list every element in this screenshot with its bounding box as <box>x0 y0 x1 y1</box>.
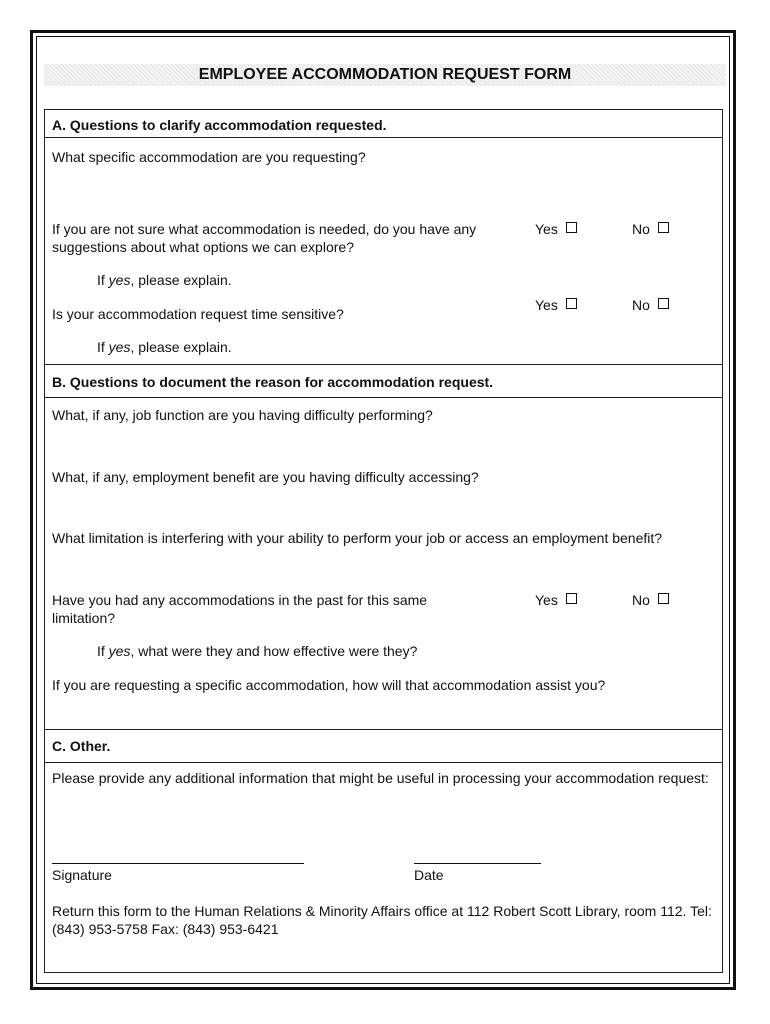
checkbox[interactable] <box>566 593 577 604</box>
question-suggestions: If you are not sure what accommodation is needed, do you have any suggestions about what options we can explore? <box>52 221 477 255</box>
no-option-time-sensitive[interactable] <box>632 296 669 314</box>
checkbox[interactable] <box>658 222 669 233</box>
no-label: No <box>632 297 650 313</box>
followup-prefix: If <box>97 272 109 288</box>
checkbox[interactable] <box>566 298 577 309</box>
followup-suggestions <box>97 271 232 289</box>
section-b-heading: B. Questions to document the reason for accommodation request. <box>52 374 494 390</box>
date-line[interactable] <box>414 863 541 864</box>
yes-label: Yes <box>535 221 558 237</box>
followup-time-sensitive <box>97 338 232 356</box>
question-specific-accommodation: What specific accommodation are you requesting? <box>52 149 366 165</box>
yes-option-time-sensitive[interactable] <box>535 296 577 314</box>
no-label: No <box>632 221 650 237</box>
question-limitation: What limitation is interfering with your ability to perform your job or access an employment benefit? <box>52 530 663 546</box>
form-title: EMPLOYEE ACCOMMODATION REQUEST FORM <box>198 66 572 83</box>
followup-prefix: If <box>97 643 109 659</box>
no-option-suggestions[interactable] <box>632 220 669 238</box>
yes-option-suggestions[interactable] <box>535 220 577 238</box>
return-instructions: Return this form to the Human Relations & Minority Affairs office at 112 Robert Scott Library, room 112. Tel: (843) 953-5758 Fax: (843) 953-6421 <box>52 903 712 937</box>
followup-yes: yes <box>108 339 131 355</box>
date-label: Date <box>414 867 444 883</box>
question-job-function: What, if any, job function are you having difficulty performing? <box>52 407 433 423</box>
section-c-heading: C. Other. <box>52 738 111 754</box>
question-past-accommodations: Have you had any accommodations in the past for this same limitation? <box>52 592 428 626</box>
followup-yes: yes <box>108 643 131 659</box>
section-a-heading: A. Questions to clarify accommodation requested. <box>52 117 387 133</box>
section-c-header-box <box>44 729 723 763</box>
yes-option-past[interactable] <box>535 591 577 609</box>
signature-line[interactable] <box>52 863 304 864</box>
question-additional-info: Please provide any additional information that might be useful in processing your accommodation request: <box>52 770 709 786</box>
followup-prefix: If <box>97 339 109 355</box>
yes-label: Yes <box>535 592 558 608</box>
no-option-past[interactable] <box>632 591 669 609</box>
question-assist: If you are requesting a specific accommodation, how will that accommodation assist you? <box>52 677 606 693</box>
followup-rest: , what were they and how effective were they? <box>130 643 418 659</box>
yes-label: Yes <box>535 297 558 313</box>
question-time-sensitive: Is your accommodation request time sensitive? <box>52 306 344 322</box>
question-employment-benefit: What, if any, employment benefit are you having difficulty accessing? <box>52 469 479 485</box>
signature-label: Signature <box>52 867 112 883</box>
followup-rest: , please explain. <box>130 339 232 355</box>
followup-yes: yes <box>108 272 131 288</box>
section-c-body <box>44 762 723 973</box>
followup-past <box>97 642 417 660</box>
checkbox[interactable] <box>566 222 577 233</box>
checkbox[interactable] <box>658 593 669 604</box>
no-label: No <box>632 592 650 608</box>
checkbox[interactable] <box>658 298 669 309</box>
followup-rest: , please explain. <box>130 272 232 288</box>
